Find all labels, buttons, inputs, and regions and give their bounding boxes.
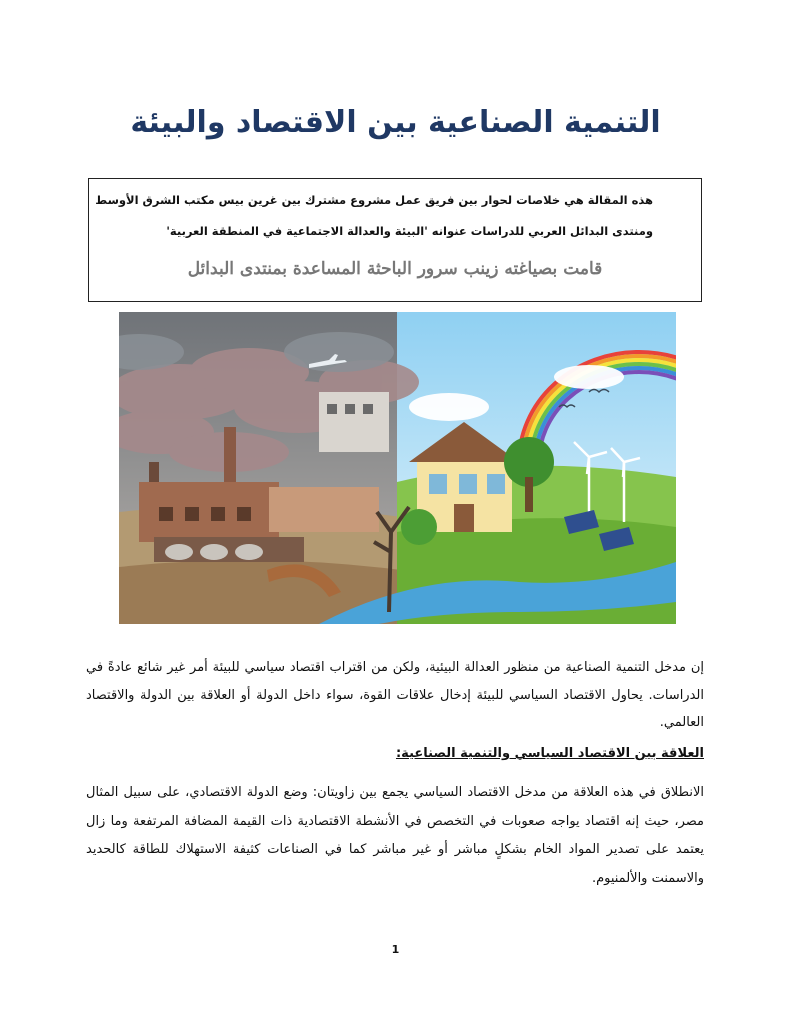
illustration — [119, 312, 676, 624]
industry-vs-nature-illustration — [119, 312, 676, 624]
info-box — [88, 178, 702, 302]
info-line-1: هذه المقالة هي خلاصات لحوار بين فريق عمل مشروع مشترك بين غرين بيس مكتب الشرق الأوسط — [95, 193, 653, 207]
info-line-2-prefix: ومنتدى البدائل العربي للدراسات عنوانه — [427, 224, 653, 238]
paragraph-relationship: الانطلاق في هذه العلاقة من مدخل الاقتصاد السياسي يجمع بين زاويتان: وضع الدولة الاقتصادي، على سبيل المثال مصر، حيث إنه اقتصاد يواجه صعوبات في التخصص في الأنشطة الاقتصادية ذات القيمة المضافة المرتفعة وما زال يعتمد على تصدير المواد الخام بشكلٍ مباشر أو غير مباشر كما في الصناعات كثيفة الاستهلاك للطاقة كالحديد والاسمنت والألمنيوم. — [86, 785, 704, 886]
page-number: 1 — [391, 943, 400, 956]
info-line-2 — [109, 224, 653, 238]
author-credit: قامت بصياغته زينب سرور الباحثة المساعدة بمنتدى البدائل — [187, 259, 603, 279]
paragraph-intro: إن مدخل التنمية الصناعية من منظور العدالة البيئية، ولكن من اقتراب اقتصاد سياسي للبيئة أمر غير شائع عادةً في الدراسات. يحاول الاقتصاد السياسي للبيئة إدخال علاقات القوة، سواء داخل الدولة أو العلاقة بين الدولة والاقتصاد العالمي. — [86, 660, 704, 730]
section-heading: العلاقة بين الاقتصاد السياسي والتنمية الصناعية: — [395, 746, 704, 761]
page-title: التنمية الصناعية بين الاقتصاد والبيئة — [130, 105, 661, 140]
info-line-2-quote: 'البيئة والعدالة الاجتماعية في المنطقة العربية' — [166, 224, 428, 238]
